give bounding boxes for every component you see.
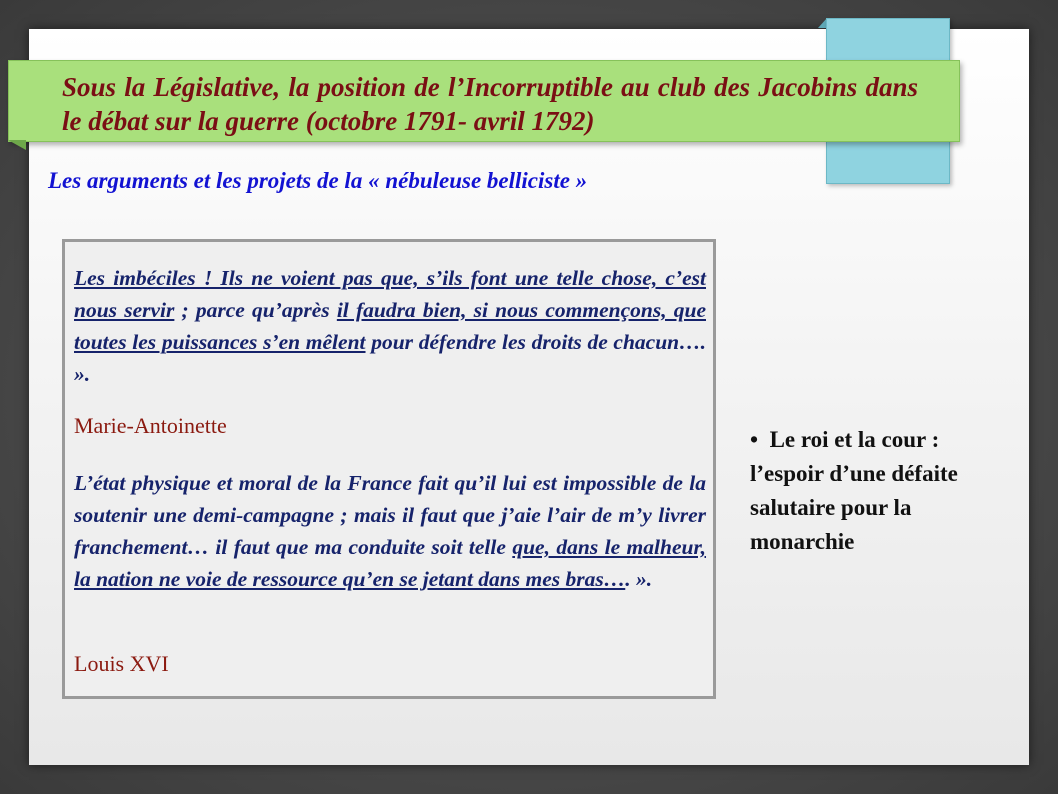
side-bullet-text: Le roi et la cour : l’espoir d’une défaite salutaire pour la monarchie [750, 427, 958, 554]
quote-part: Les imbéciles ! Ils ne voient pas que, s’ils font une telle chose, c’est nous servir [74, 266, 706, 322]
quote-marie-antoinette [74, 262, 706, 390]
slide-title: Sous la Législative, la position de l’Incorruptible au club des Jacobins dans le débat sur la guerre (octobre 1791- avril 1792) [62, 72, 918, 136]
slide-subtitle: Les arguments et les projets de la « nébuleuse belliciste » [48, 168, 588, 193]
quote-part: L’état physique et moral de la France fait qu’il lui est impossible de la soutenir une demi-campagne ; mais il faut que j’aie l’air de m’y livrer franchement… il faut que ma conduite soit telle [74, 471, 706, 559]
quote-part: ; parce qu’après [174, 298, 337, 322]
quote-part: pour défendre les droits de chacun…. ». [74, 330, 707, 386]
title-banner-fold [8, 140, 26, 150]
quote-part: que, dans le malheur, la nation ne voie de ressource qu’en se jetant dans mes bras… [74, 535, 706, 591]
author-louis-xvi: Louis XVI [74, 651, 169, 676]
side-bullet-point [750, 423, 1000, 559]
quote-part: . ». [625, 567, 653, 591]
author-marie-antoinette: Marie-Antoinette [74, 413, 227, 438]
quote-part: il faudra bien, si nous commençons, que toutes les puissances s’en mêlent [74, 298, 706, 354]
quote-louis-xvi [74, 467, 706, 595]
bullet-icon: • [750, 427, 759, 452]
